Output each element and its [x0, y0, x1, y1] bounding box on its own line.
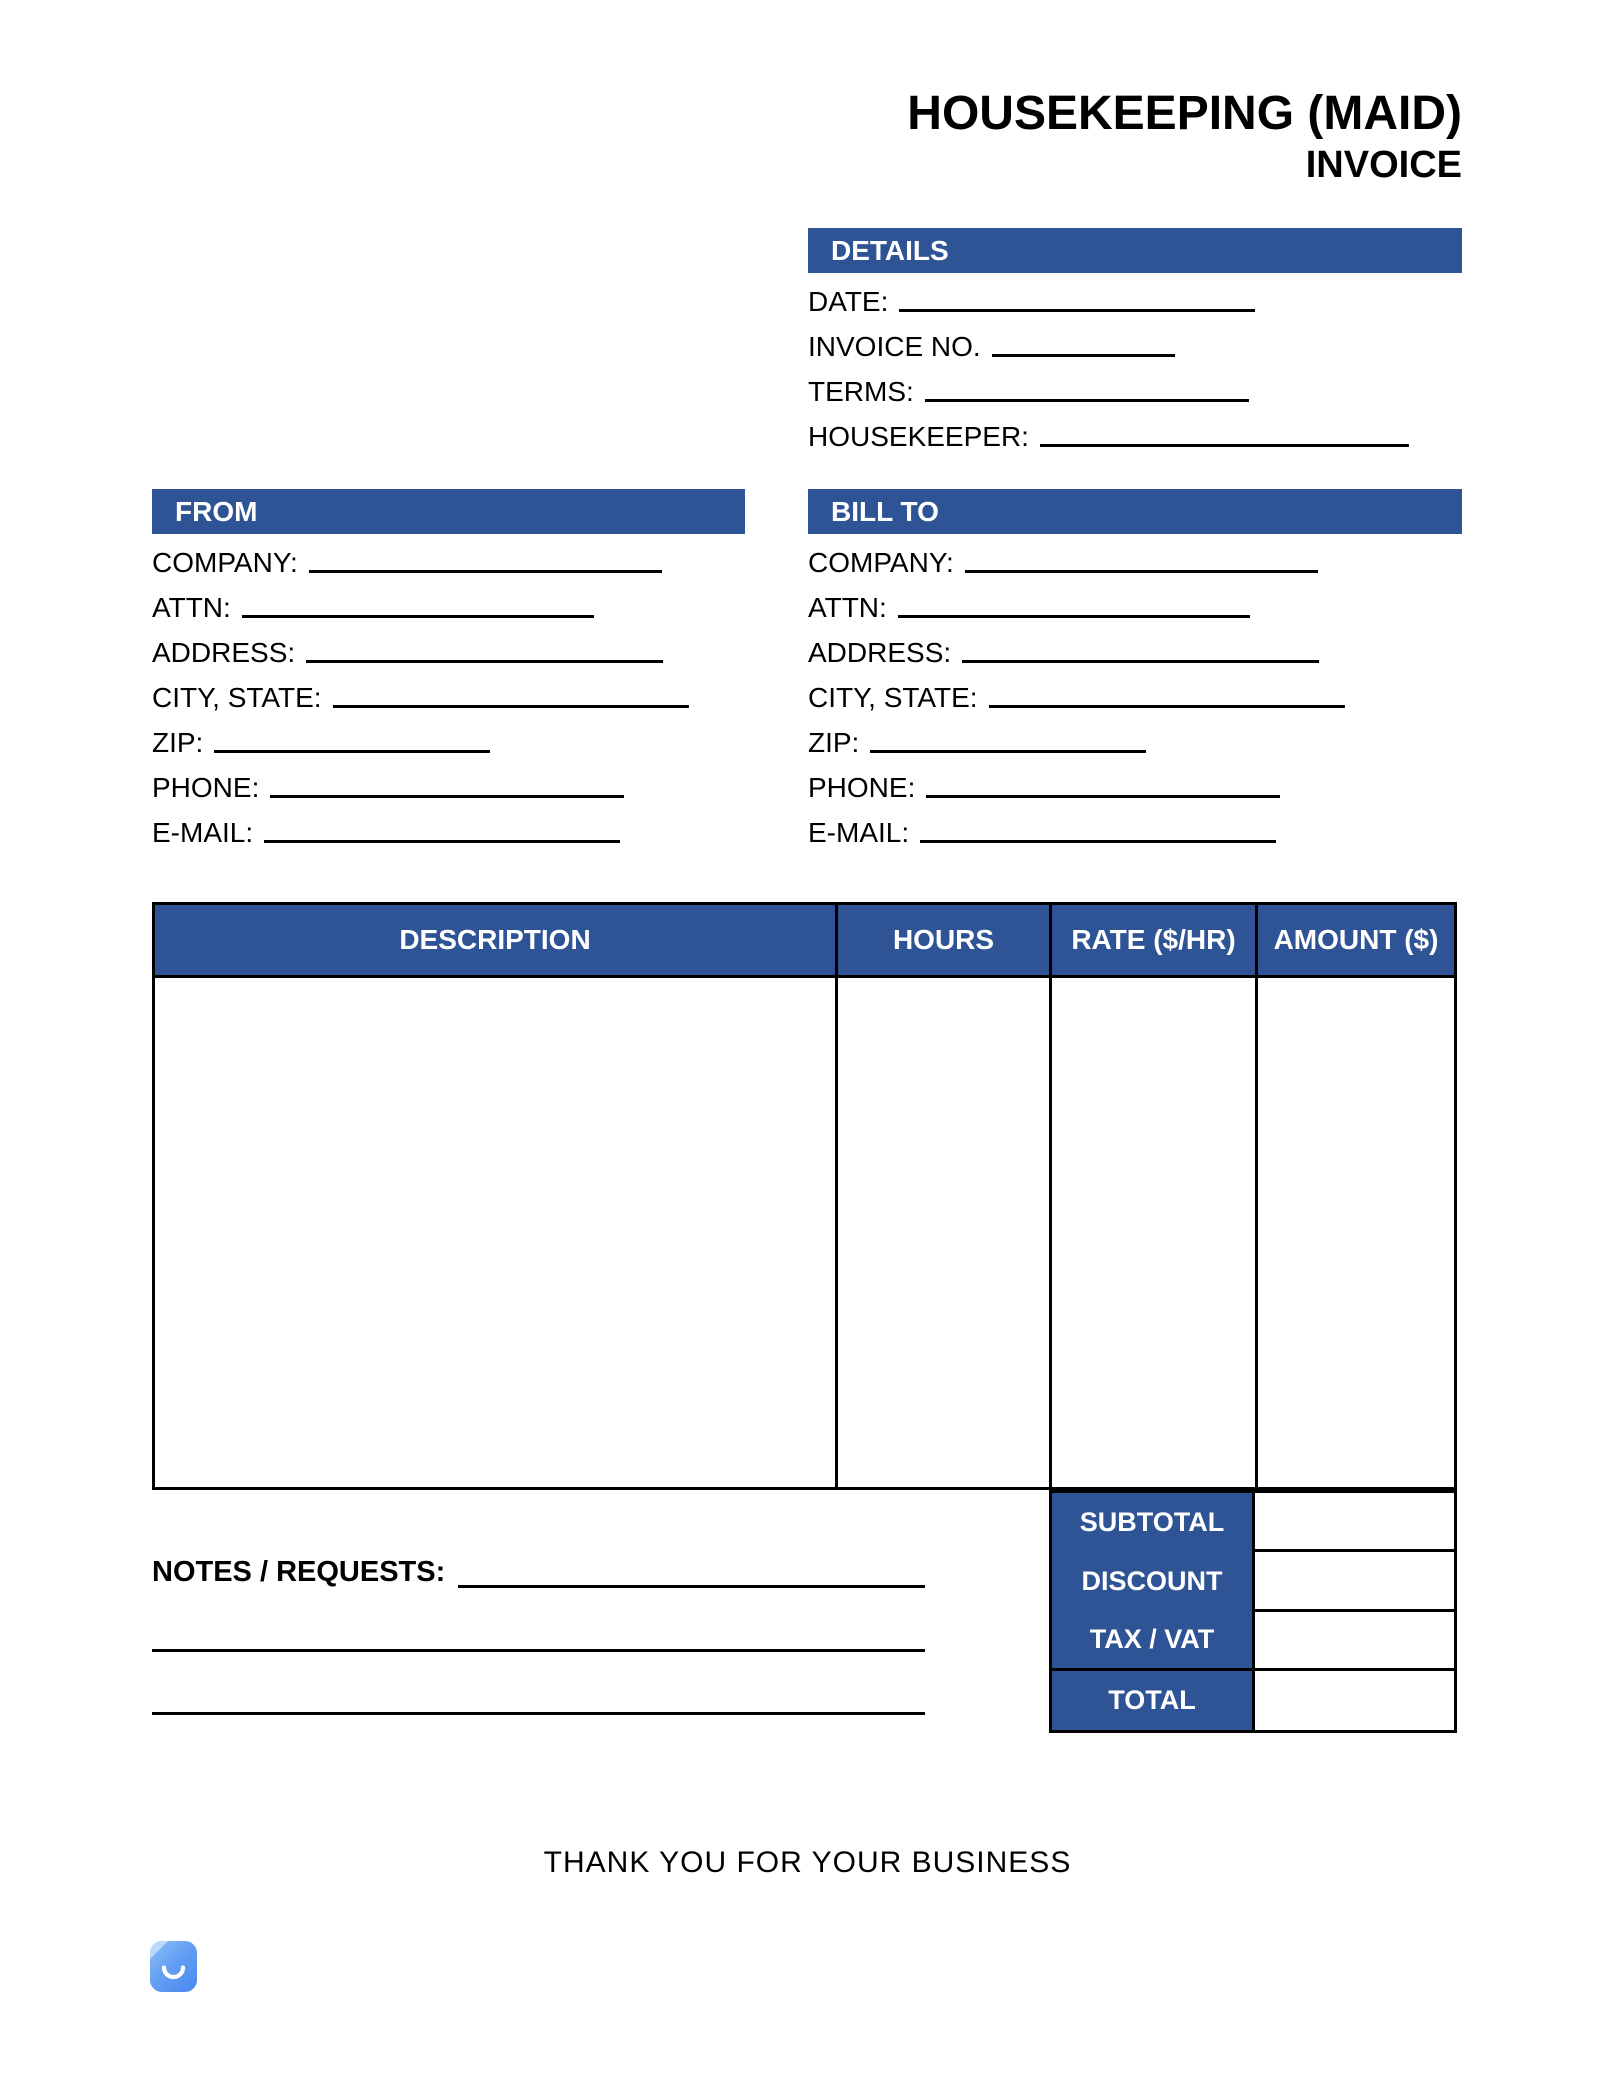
smile-document-icon [150, 1941, 197, 1992]
title-block [907, 86, 1462, 188]
thank-you-message: THANK YOU FOR YOUR BUSINESS [543, 1846, 1072, 1879]
bill-to-address-input-line[interactable] [962, 660, 1319, 663]
from-row-city-state [152, 671, 745, 716]
description-column-header: DESCRIPTION [155, 905, 835, 975]
totals-summary [1049, 1490, 1457, 1733]
terms-label: TERMS: [808, 376, 914, 407]
bill-to-phone-label: PHONE: [808, 772, 916, 803]
bill-to-email-label: E-MAIL: [808, 817, 910, 848]
page-fold-decoration [150, 1941, 168, 1959]
hours-column-header: HOURS [835, 905, 1049, 975]
bill-to-row-zip [808, 716, 1462, 761]
from-zip-input-line[interactable] [214, 750, 490, 753]
page-title: HOUSEKEEPING (MAID) [907, 87, 1462, 140]
invoice-no-label: INVOICE NO. [808, 331, 981, 362]
from-company-label: COMPANY: [152, 547, 298, 578]
from-phone-input-line[interactable] [270, 795, 624, 798]
from-address-label: ADDRESS: [152, 637, 296, 668]
from-attn-label: ATTN: [152, 592, 231, 623]
tax-vat-label: TAX / VAT [1052, 1612, 1255, 1671]
bill-to-address-label: ADDRESS: [808, 637, 952, 668]
bill-to-row-city-state [808, 671, 1462, 716]
details-row-terms [808, 365, 1462, 410]
line-items-table [152, 902, 1457, 1490]
housekeeper-input-line[interactable] [1040, 444, 1409, 447]
notes-input-line-2[interactable] [152, 1649, 925, 1652]
subtotal-value-cell[interactable] [1255, 1493, 1454, 1552]
bill-to-section-header: BILL TO [808, 489, 1462, 534]
from-city-state-label: CITY, STATE: [152, 682, 322, 713]
bill-to-row-attn [808, 581, 1462, 626]
bill-to-attn-label: ATTN: [808, 592, 887, 623]
total-label: TOTAL [1052, 1671, 1255, 1730]
from-city-state-input-line[interactable] [333, 705, 689, 708]
bill-to-attn-input-line[interactable] [898, 615, 1250, 618]
bill-to-row-address [808, 626, 1462, 671]
bill-to-company-label: COMPANY: [808, 547, 954, 578]
smile-glyph [160, 1965, 187, 1981]
from-email-input-line[interactable] [264, 840, 620, 843]
amount-cell[interactable] [1255, 978, 1454, 1487]
discount-value-cell[interactable] [1255, 1552, 1454, 1611]
hours-cell[interactable] [835, 978, 1049, 1487]
line-items-body [155, 978, 1454, 1487]
from-email-label: E-MAIL: [152, 817, 254, 848]
amount-column-header: AMOUNT ($) [1255, 905, 1454, 975]
bill-to-company-input-line[interactable] [965, 570, 1318, 573]
from-address-input-line[interactable] [306, 660, 663, 663]
from-row-attn [152, 581, 745, 626]
bill-to-zip-label: ZIP: [808, 727, 860, 758]
line-items-header-row [155, 905, 1454, 978]
from-attn-input-line[interactable] [242, 615, 594, 618]
total-value-cell[interactable] [1255, 1671, 1454, 1730]
bill-to-section [808, 489, 1462, 851]
housekeeper-label: HOUSEKEEPER: [808, 421, 1029, 452]
from-company-input-line[interactable] [309, 570, 662, 573]
from-zip-label: ZIP: [152, 727, 204, 758]
from-section [152, 489, 745, 851]
bill-to-phone-input-line[interactable] [926, 795, 1280, 798]
from-row-email [152, 806, 745, 851]
from-row-address [152, 626, 745, 671]
from-section-header: FROM [152, 489, 745, 534]
bill-to-zip-input-line[interactable] [870, 750, 1146, 753]
notes-input-line-1[interactable] [458, 1585, 925, 1588]
bill-to-row-email [808, 806, 1462, 851]
date-label: DATE: [808, 286, 889, 317]
bill-to-city-state-input-line[interactable] [989, 705, 1345, 708]
details-row-date [808, 275, 1462, 320]
notes-requests-row [152, 1552, 925, 1592]
page-subtitle: INVOICE [1305, 144, 1462, 186]
description-cell[interactable] [155, 978, 835, 1487]
bill-to-row-company [808, 536, 1462, 581]
bill-to-row-phone [808, 761, 1462, 806]
rate-cell[interactable] [1049, 978, 1255, 1487]
from-row-company [152, 536, 745, 581]
bill-to-city-state-label: CITY, STATE: [808, 682, 978, 713]
details-section [808, 228, 1462, 455]
date-input-line[interactable] [899, 309, 1255, 312]
rate-column-header: RATE ($/HR) [1049, 905, 1255, 975]
subtotal-label: SUBTOTAL [1052, 1493, 1255, 1552]
terms-input-line[interactable] [925, 399, 1249, 402]
discount-label: DISCOUNT [1052, 1552, 1255, 1611]
details-section-header: DETAILS [808, 228, 1462, 273]
from-phone-label: PHONE: [152, 772, 260, 803]
notes-input-line-3[interactable] [152, 1712, 925, 1715]
details-row-invoice-no [808, 320, 1462, 365]
from-row-phone [152, 761, 745, 806]
details-row-housekeeper [808, 410, 1462, 455]
bill-to-email-input-line[interactable] [920, 840, 1276, 843]
notes-requests-label: NOTES / REQUESTS: [152, 1556, 446, 1588]
from-row-zip [152, 716, 745, 761]
invoice-no-input-line[interactable] [992, 354, 1175, 357]
tax-vat-value-cell[interactable] [1255, 1612, 1454, 1671]
